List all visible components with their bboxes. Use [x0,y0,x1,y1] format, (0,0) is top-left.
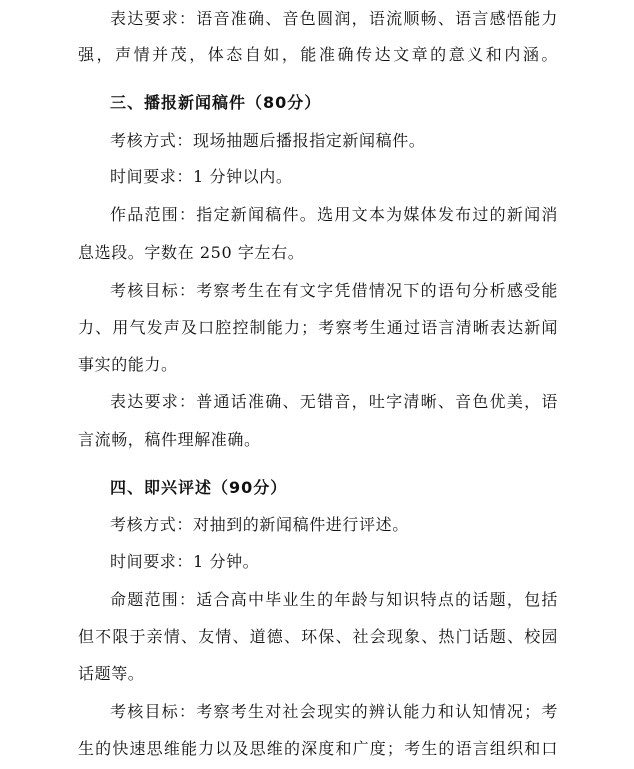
paragraph-line: 息选段。字数在 250 字左右。 [78,243,305,262]
paragraph-line: 事实的能力。 [78,355,178,374]
paragraph-line: 考核目标：考察考生对社会现实的辨认能力和认知情况；考 [110,702,558,721]
paragraph-line: 力、用气发声及口腔控制能力；考察考生通过语言清晰表达新闻 [78,318,558,337]
section-heading: 四、即兴评述（90分） [110,478,288,497]
paragraph-line: 言流畅，稿件理解准确。 [78,430,261,449]
paragraph-line: 强，声情并茂，体态自如，能准确传达文章的意义和内涵。 [78,45,558,64]
paragraph-line: 时间要求：1 分钟。 [110,552,260,571]
paragraph-line: 但不限于亲情、友情、道德、环保、社会现象、热门话题、校园 [78,627,558,646]
paragraph-line: 表达要求：普通话准确、无错音，吐字清晰、音色优美，语 [110,392,558,411]
paragraph-line: 表达要求：语音准确、音色圆润，语流顺畅、语言感悟能力 [110,9,558,28]
paragraph-line: 生的快速思维能力以及思维的深度和广度；考生的语言组织和口 [78,739,558,758]
paragraph-line: 命题范围：适合高中毕业生的年龄与知识特点的话题，包括 [110,590,558,609]
paragraph-line: 时间要求：1 分钟以内。 [110,167,293,186]
paragraph-line: 考核目标：考察考生在有文字凭借情况下的语句分析感受能 [110,281,558,300]
paragraph-line: 话题等。 [78,664,145,683]
paragraph-line: 作品范围：指定新闻稿件。选用文本为媒体发布过的新闻消 [110,205,558,224]
section-heading: 三、播报新闻稿件（80分） [110,93,322,112]
paragraph-line: 考核方式：现场抽题后播报指定新闻稿件。 [110,131,426,150]
paragraph-line: 考核方式：对抽到的新闻稿件进行评述。 [110,515,409,534]
